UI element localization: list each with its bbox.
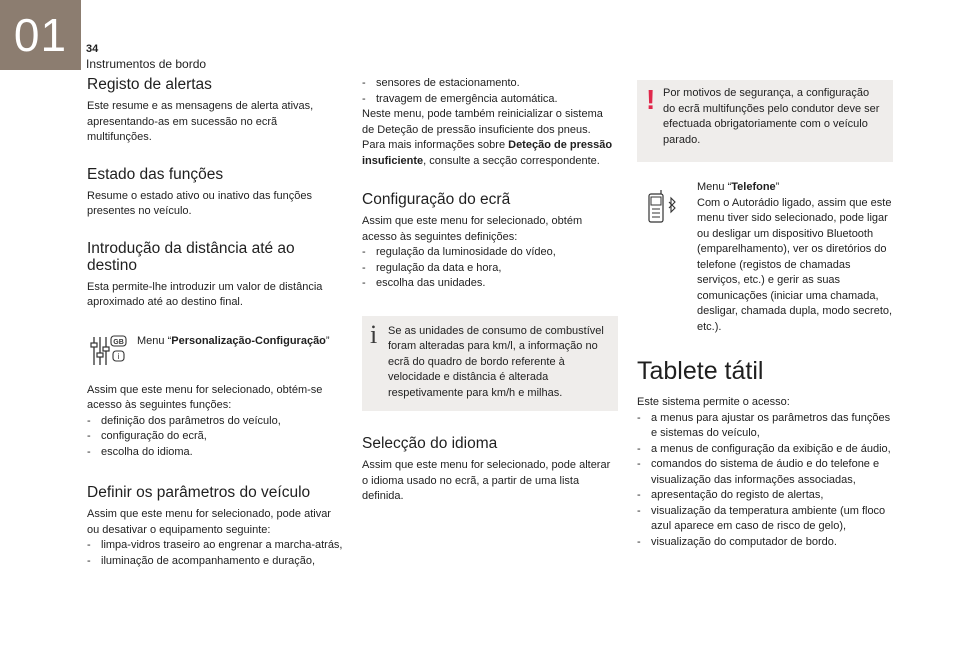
vehicle-section bbox=[87, 484, 343, 569]
list-item: - a menus para ajustar os parâmetros das funções e sistemas do veículo, bbox=[637, 411, 893, 442]
perso-text: Assim que este menu for selecionado, obtém-se acesso às seguintes funções: bbox=[87, 383, 323, 411]
list-item: - sensores de estacionamento. bbox=[362, 76, 618, 92]
menu-name: Telefone bbox=[731, 181, 776, 193]
page-number: 34 bbox=[86, 43, 99, 55]
section-title: Instrumentos de bordo bbox=[86, 57, 207, 71]
tablet-title: Tablete tátil bbox=[637, 357, 764, 385]
info-note bbox=[362, 316, 618, 412]
tablet-body: Este sistema permite o acesso: bbox=[637, 396, 790, 408]
list-item: - configuração do ecrã, bbox=[87, 429, 343, 445]
phone-menu-label bbox=[697, 180, 893, 196]
screen-section bbox=[362, 191, 618, 292]
language-section bbox=[362, 435, 618, 505]
functions-title: Estado das funções bbox=[87, 165, 224, 183]
list-item: - limpa-vidros traseiro ao engrenar a marcha-atrás, bbox=[87, 538, 343, 554]
vehicle-title: Definir os parâmetros do veículo bbox=[87, 484, 311, 501]
list-item: - escolha do idioma. bbox=[87, 445, 343, 461]
vehicle-body: Assim que este menu for selecionado, pode ativar ou desativar o equipamento seguinte: bbox=[87, 508, 331, 536]
warning-text: Por motivos de segurança, a configuração do ecrã multifunções pelo condutor deve ser efectuada obrigatoriamente com o veículo parado. bbox=[663, 87, 880, 146]
list-item: - comandos do sistema de áudio e do telefone e visualização das informações associadas, bbox=[637, 457, 893, 488]
column-1 bbox=[87, 76, 343, 569]
reset-text: Neste menu, pode também reinicializar o sistema de Deteção de pressão insuficiente dos pneus. bbox=[362, 108, 603, 136]
language-title: Selecção do idioma bbox=[362, 435, 498, 452]
warning-icon: ! bbox=[646, 84, 656, 115]
gb-icon-label: GB bbox=[113, 338, 124, 346]
tablet-section bbox=[637, 357, 893, 550]
warning-note bbox=[637, 80, 893, 162]
menu-name: Personalização-Configuração bbox=[171, 334, 326, 347]
info-icon: i bbox=[370, 319, 378, 349]
phone-menu-text bbox=[697, 180, 893, 335]
more-info-a: Para mais informações sobre bbox=[362, 139, 509, 151]
functions-section bbox=[87, 166, 343, 220]
chapter-tab: 01 bbox=[0, 0, 81, 70]
distance-title: Introdução da distância até ao destino bbox=[87, 239, 295, 274]
list-item: - regulação da data e hora, bbox=[362, 261, 618, 277]
menu-prefix: Menu “ bbox=[137, 334, 172, 347]
menu-prefix: Menu “ bbox=[697, 181, 732, 193]
perso-menu-row bbox=[87, 331, 343, 369]
i-icon-label: i bbox=[117, 351, 120, 361]
list-item: - iluminação de acompanhamento e duração, bbox=[87, 554, 343, 570]
list-item: - visualização do computador de bordo. bbox=[637, 535, 893, 551]
list-item: - a menus de configuração da exibição e de áudio, bbox=[637, 442, 893, 458]
list-item: - apresentação do registo de alertas, bbox=[637, 488, 893, 504]
screen-title: Configuração do ecrã bbox=[362, 191, 511, 208]
list-item: - escolha das unidades. bbox=[362, 276, 618, 292]
screen-body: Assim que este menu for selecionado, obtém acesso às seguintes definições: bbox=[362, 215, 583, 243]
distance-section bbox=[87, 240, 343, 311]
phone-menu-body: Com o Autorádio ligado, assim que este menu tiver sido selecionado, pode ligar ou desligar um dispositivo Bluetooth (emparelhamento), ver os diretórios do telefone (registos de chamadas serviços, etc.) e gerir as suas comunicações (iniciar uma chamada, desligar, chamada dupla, modo secreto, etc.). bbox=[697, 196, 893, 333]
perso-menu-label bbox=[137, 331, 330, 350]
alerts-title: Registo de alertas bbox=[87, 76, 212, 93]
alerts-body: Este resume e as mensagens de alerta ativas, apresentando-as em sucessão no ecrã multifunções. bbox=[87, 100, 314, 143]
more-info-text bbox=[362, 138, 618, 169]
menu-suffix: ” bbox=[775, 181, 780, 193]
phone-menu-row bbox=[637, 180, 893, 335]
phone-bluetooth-icon bbox=[643, 188, 681, 226]
column-2 bbox=[362, 76, 618, 505]
language-body: Assim que este menu for selecionado, pode alterar o idioma usado no ecrã, a partir de uma lista definida. bbox=[362, 459, 611, 502]
list-item: - regulação da luminosidade do vídeo, bbox=[362, 245, 618, 261]
list-item: - definição dos parâmetros do veículo, bbox=[87, 414, 343, 430]
settings-menu-icon bbox=[89, 331, 127, 369]
info-note-text: Se as unidades de consumo de combustível foram alteradas para km/l, a informação no ecrã do quadro de bordo referente à velocidade e distância é alterada respetivamente para km/h e milhas. bbox=[388, 324, 604, 399]
list-item: - visualização da temperatura ambiente (um floco azul aparece em caso de risco de gelo), bbox=[637, 504, 893, 535]
more-info-c: , consulte a secção correspondente. bbox=[423, 154, 600, 167]
menu-suffix: ” bbox=[325, 334, 330, 347]
list-item: - travagem de emergência automática. bbox=[362, 92, 618, 108]
distance-body: Esta permite-lhe introduzir um valor de distância aproximado até ao destino final. bbox=[87, 280, 323, 308]
more-info-b: Deteção de pressão insuficiente bbox=[362, 139, 613, 167]
column-3 bbox=[637, 80, 893, 550]
alerts-section bbox=[87, 76, 343, 146]
functions-body: Resume o estado ativo ou inativo das funções presentes no veículo. bbox=[87, 189, 313, 217]
